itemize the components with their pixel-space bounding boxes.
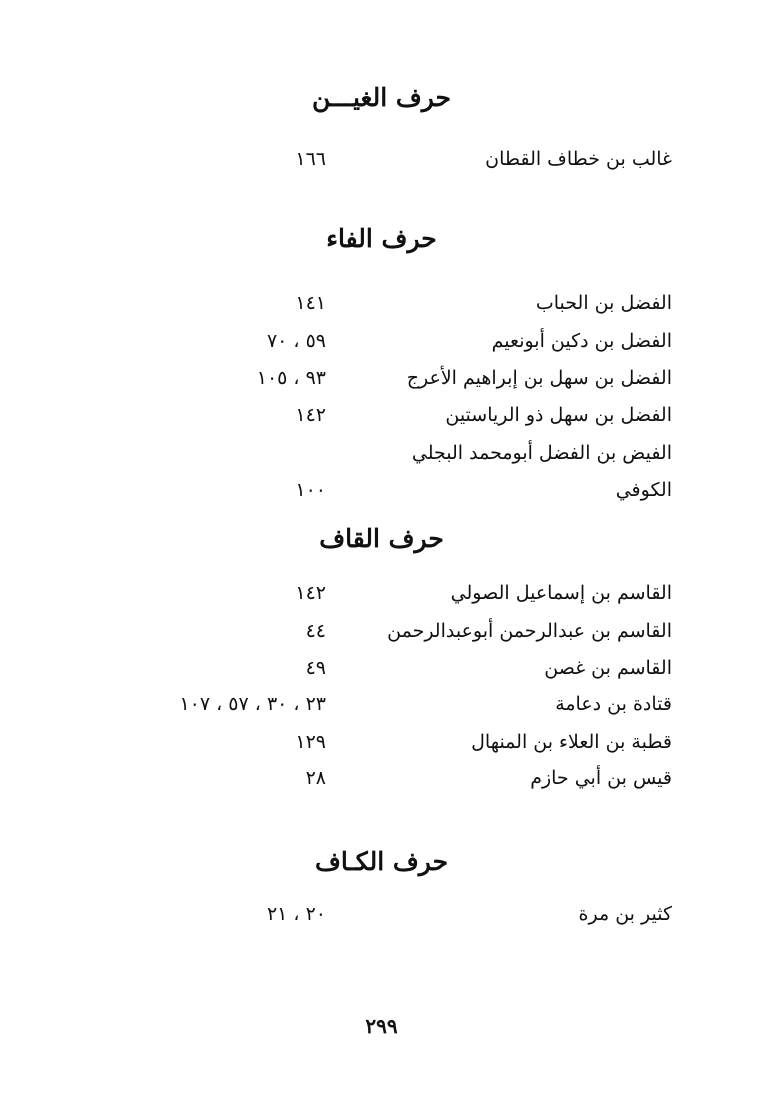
section-heading-kaf: حرف الكـاف <box>314 847 449 876</box>
section-heading-qaf: حرف القاف <box>319 524 444 553</box>
index-entry-name: قطبة بن العلاء بن المنهال <box>471 731 672 753</box>
index-entry-pages: ١٤٢ <box>295 582 326 604</box>
index-entry-pages: ١٤١ <box>295 292 326 314</box>
index-entry-pages: ٤٤ <box>305 620 326 642</box>
index-entry-pages: ٢٠ ، ٢١ <box>266 903 326 925</box>
section-heading-fa: حرف الفاء <box>326 224 437 253</box>
index-entry-name: القاسم بن غصن <box>544 657 672 679</box>
index-entry-name: الفضل بن سهل بن إبراهيم الأعرج <box>406 367 672 389</box>
index-entry-name: قتادة بن دعامة <box>555 693 672 715</box>
index-entry-name: القاسم بن إسماعيل الصولي <box>450 582 672 604</box>
index-entry-pages: ١٦٦ <box>295 148 326 170</box>
index-entry-name: القاسم بن عبدالرحمن أبوعبدالرحمن <box>387 620 672 642</box>
section-heading-ghayn: حرف الغيـــن <box>311 83 452 112</box>
index-entry-name: الفضل بن الحباب <box>535 292 672 314</box>
index-entry-name: الفيض بن الفضل أبومحمد البجلي <box>411 442 672 464</box>
index-entry-name: قيس بن أبي حازم <box>530 767 672 789</box>
index-entry-name: غالب بن خطاف القطان <box>485 148 672 170</box>
index-entry-pages: ٩٣ ، ١٠٥ <box>256 367 326 389</box>
index-entry-pages: ٢٣ ، ٣٠ ، ٥٧ ، ١٠٧ <box>179 693 326 715</box>
page-number: ٢٩٩ <box>365 1014 398 1038</box>
index-entry-pages: ٥٩ ، ٧٠ <box>266 330 326 352</box>
index-entry-pages: ١٠٠ <box>295 479 326 501</box>
index-entry-pages: ١٤٢ <box>295 404 326 426</box>
index-entry-pages: ٤٩ <box>305 657 326 679</box>
index-entry-name: الفضل بن دكين أبونعيم <box>491 330 672 352</box>
index-entry-name: كثير بن مرة <box>578 903 672 925</box>
index-entry-name: الكوفي <box>615 479 672 501</box>
index-entry-name: الفضل بن سهل ذو الرياستين <box>445 404 672 426</box>
index-entry-pages: ١٢٩ <box>295 731 326 753</box>
index-entry-pages: ٢٨ <box>305 767 326 789</box>
